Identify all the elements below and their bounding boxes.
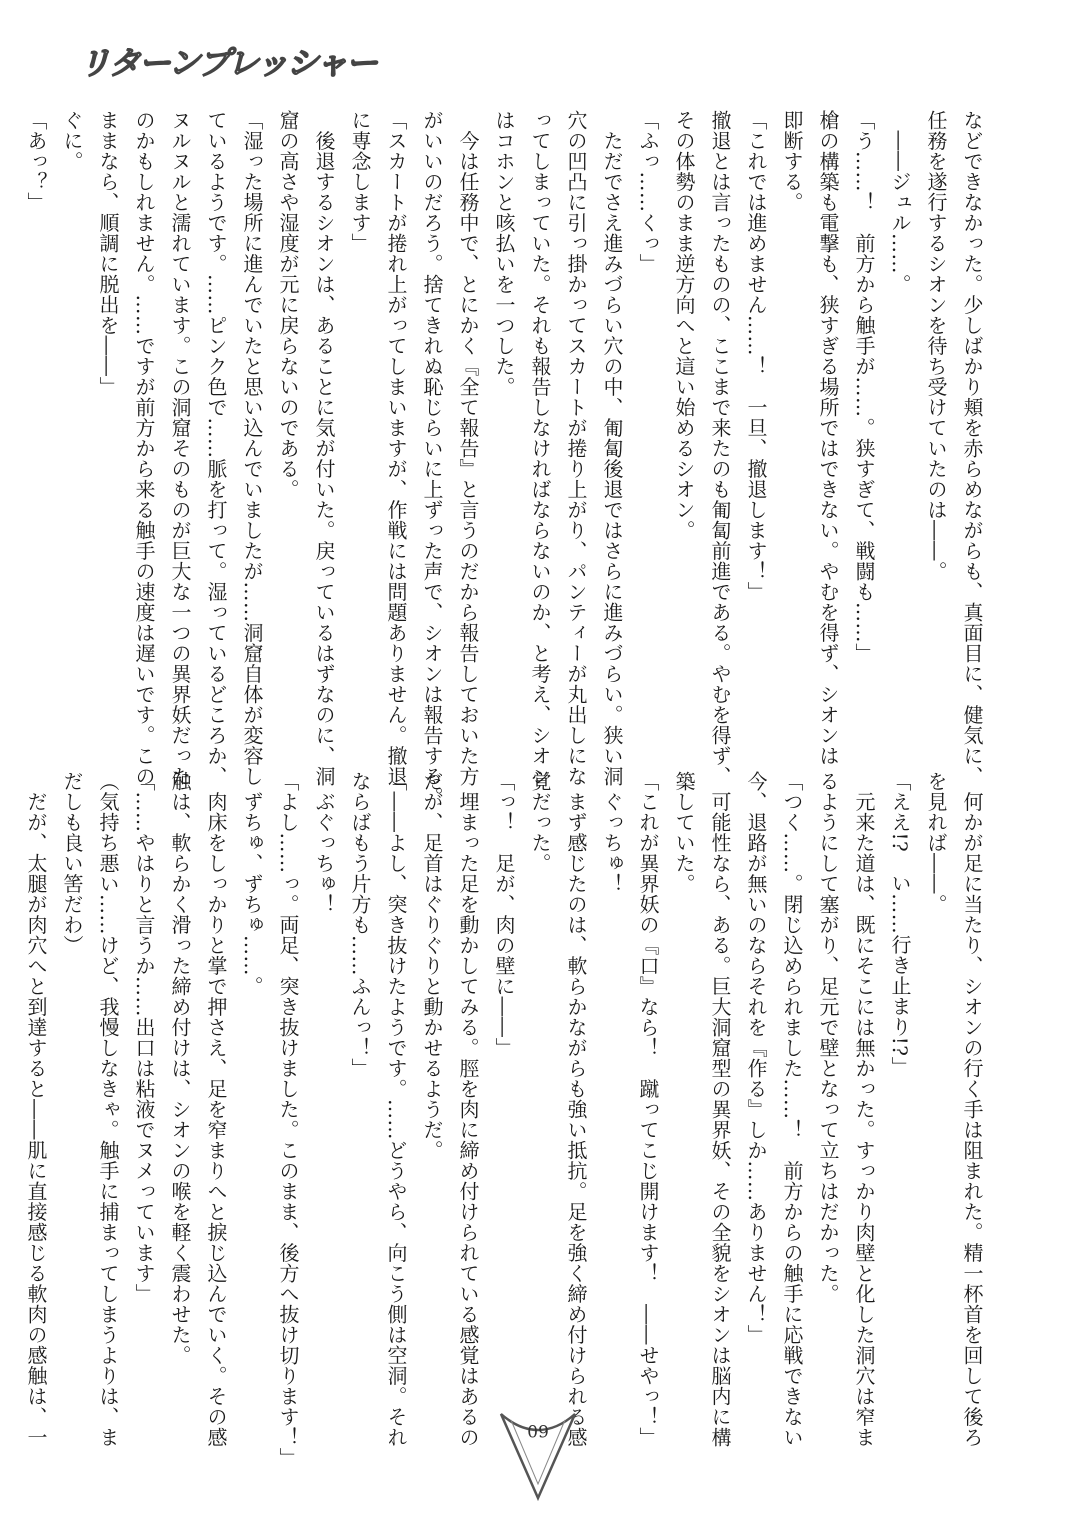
text-column: ヌルヌルと濡れています。この洞窟そのものが巨大な一つの異界妖だった: [168, 110, 192, 787]
text-column: 「――よし、突き抜けたようです。……どうやら、向こう側は空洞。それ: [384, 771, 408, 1448]
text-column: 窟の高さや湿度が元に戻らないのである。: [276, 110, 300, 500]
text-column: ただでさえ進みづらい穴の中、匍匐後退ではさらに進みづらい。狭い洞: [600, 110, 624, 787]
page-number: 60: [527, 1420, 549, 1440]
text-column: ぐに。: [60, 110, 84, 172]
text-column: 「う……！ 前方から触手が……。狭すぎて、戦闘も……」: [852, 110, 876, 664]
text-column: 今、退路が無いのならそれを『作る』しか……ありません！」: [744, 771, 768, 1345]
text-column: 今は任務中で、とにかく『全て報告』と言うのだから報告しておいた方: [456, 110, 480, 787]
text-column: 可能性なら、ある。巨大洞窟型の異界妖、その全貌をシオンは脳内に構: [708, 771, 732, 1448]
text-column: ずちゅ、ずちゅ……。: [240, 771, 264, 997]
text-column: のかもしれません。……ですが前方から来る触手の速度は遅いです。この: [132, 110, 156, 787]
text-column: 触は、軟らかく滑った締め付けは、シオンの喉を軽く震わせた。: [168, 771, 192, 1366]
text-column: 何かが足に当たり、シオンの行く手は阻まれた。精一杯首を回して後ろ: [960, 771, 984, 1448]
text-column: 「これでは進めません……！ 一旦、撤退します！」: [744, 110, 768, 602]
text-column: がいいのだろう。捨てきれぬ恥じらいに上ずった声で、シオンは報告する。: [420, 110, 444, 807]
text-column: （気持ち悪い……けど、我慢しなきゃ。触手に捕まってしまうよりは、ま: [96, 771, 120, 1448]
text-column: 「つく……。閉じ込められました……！ 前方からの触手に応戦できない: [780, 771, 804, 1448]
series-title-logo: リターンプレッシャー: [76, 44, 384, 82]
text-column: 「ええ!? い……行き止まり!?」: [888, 771, 912, 1078]
text-column: 「スカートが捲れ上がってしまいますが、作戦には問題ありません。撤退: [384, 110, 408, 787]
text-column: 穴の凹凸に引っ掛かってスカートが捲り上がり、パンティーが丸出しにな: [564, 110, 588, 787]
text-column: 槍の構築も電撃も、狭すぎる場所ではできない。やむを得ず、シオンは: [816, 110, 840, 766]
text-column: に専念します」: [348, 110, 372, 254]
text-column: だが、足首はぐりぐりと動かせるようだ。: [420, 771, 444, 1161]
text-column: まず感じたのは、軟らかながらも強い抵抗。足を強く締め付けられる感: [564, 771, 588, 1448]
text-block-upper: [24, 110, 990, 807]
text-column: などできなかった。少しばかり頬を赤らめながらも、真面目に、健気に、: [960, 110, 984, 787]
text-column: 埋まった足を動かしてみる。脛を肉に締め付けられている感覚はあるの: [456, 771, 480, 1448]
text-column: を見れば――。: [924, 771, 948, 915]
text-column: ってしまっていた。それも報告しなければならないのか、と考え、シオン: [528, 110, 552, 787]
text-column: その体勢のまま逆方向へと這い始めるシオン。: [672, 110, 696, 541]
text-column: だが、太腿が肉穴へと到達すると――肌に直接感じる軟肉の感触は、一: [24, 771, 48, 1448]
text-column: 撤退とは言ったものの、ここまで来たのも匍匐前進である。やむを得ず、: [708, 110, 732, 787]
text-column: るようにして塞がり、足元で壁となって立ちはだかった。: [816, 771, 840, 1304]
text-column: 任務を遂行するシオンを待ち受けていたのは――。: [924, 110, 948, 582]
text-column: 「っ！ 足が、肉の壁に――」: [492, 771, 516, 1058]
text-column: ているようです。……ピンク色で……脈を打って。湿っているどころか、: [204, 110, 228, 787]
text-column: 築していた。: [672, 771, 696, 894]
text-column: ――ジュル……。: [888, 110, 912, 295]
text-column: 「これが異界妖の『口』なら！ 蹴ってこじ開けます！ ――せやっ！」: [636, 771, 660, 1448]
text-column: 「……やはりと言うか……出口は粘液でヌメっています」: [132, 771, 156, 1304]
text-column: ぶぐっちゅ！: [312, 771, 336, 915]
text-column: ならばもう片方も……ふんっ！」: [348, 771, 372, 1079]
text-column: ぐっちゅ！: [600, 771, 624, 894]
text-column: ままなら、順調に脱出を――」: [96, 110, 120, 397]
text-column: はコホンと咳払いを一つした。: [492, 110, 516, 397]
text-column: 元来た道は、既にそこには無かった。すっかり肉壁と化した洞穴は窄ま: [852, 771, 876, 1448]
text-column: 肉床をしっかりと掌で押さえ、足を窄まりへと捩じ込んでいく。その感: [204, 771, 228, 1448]
page-number-badge: [497, 1408, 579, 1503]
text-column: 覚だった。: [528, 771, 552, 874]
text-column: 「ふっ……くっ」: [636, 110, 660, 274]
text-column: 「あっ？」: [24, 110, 48, 213]
text-column: 後退するシオンは、あることに気が付いた。戻っているはずなのに、洞: [312, 110, 336, 787]
text-column: 「湿った場所に進んでいたと思い込んでいましたが……洞窟自体が変容し: [240, 110, 264, 787]
text-column: 即断する。: [780, 110, 804, 213]
text-column: だしも良い筈だわ）: [60, 771, 84, 956]
text-column: 「よし……っ。両足、突き抜けました。このまま、後方へ抜け切ります！」: [276, 771, 300, 1468]
